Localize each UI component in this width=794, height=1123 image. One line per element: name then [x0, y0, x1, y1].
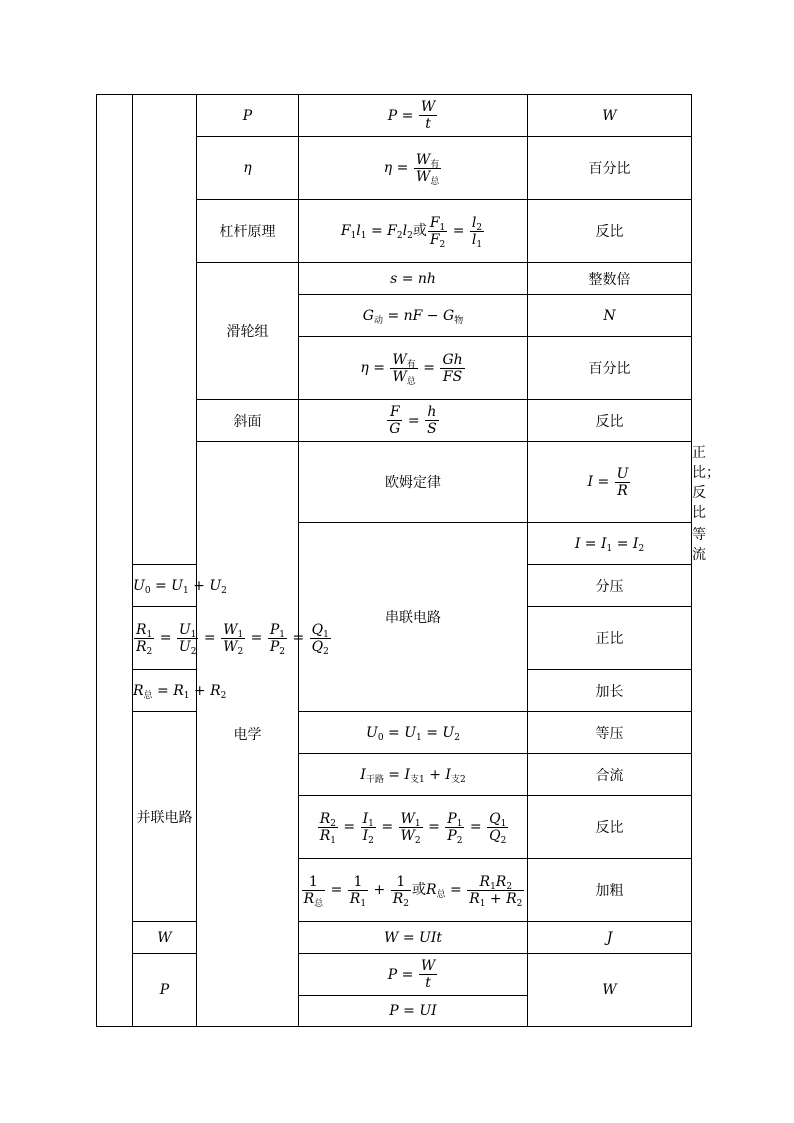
formula-cell: $G_动$ = nF − $G_物$ — [299, 295, 528, 337]
unit-cell: 百分比 — [528, 337, 692, 400]
unit-cell: 分压 — [528, 565, 692, 607]
quantity-cell: P — [197, 95, 299, 137]
quantity-cell: 斜面 — [197, 400, 299, 442]
unit-cell: 反比 — [528, 200, 692, 263]
formula-cell: s = nh — [299, 263, 528, 295]
quantity-cell: 滑轮组 — [197, 263, 299, 400]
quantity-cell: 并联电路 — [133, 712, 197, 922]
quantity-cell: P — [133, 954, 197, 1027]
unit-cell: 反比 — [528, 400, 692, 442]
unit-cell: 整数倍 — [528, 263, 692, 295]
formula-cell: $\frac{F}{G}$ = $\frac{h}{S}$ — [299, 400, 528, 442]
formula-cell: $\frac{1}{R_总}$ = $\frac{1}{R_1}$ + $\frac{1}{R_2}$ 或$R_总$ = $\frac{R_1R_2}{R_1 + R_2}$ — [299, 859, 528, 922]
formula-table: P P = $\frac{W}{t}$ W η η = $\frac{W_有}{W_总}$ 百分比 杠杆原理 $F_1l_1 = F_2l_2$或 $\frac{F_1}{F_2}$ = $\frac{l_2}{l_1}$ 反比 滑轮组 s = nh 整数倍 $G_动$ = nF − $G_物$ N η = $\frac{W_有}{W_总}$ = $\frac{Gh}{FS}$ 百分比 斜面 $\frac{F}{G}$ = $\frac{h}{S}$ 反比 电学 欧姆定律 I = $\frac{U}{R}$ 正比；反比 串联电路 $I = I_1 = I_2$ 等流 $U_0 = U_1 + U_2$ 分压 $\frac{R_1}{R_2}$ = $\frac{U_1}{U_2}$ = $\frac{W_1}{W_2}$ = $\frac{P_1}{P_2}$ = $\frac{Q_1}{Q_2}$ 正比 $R_总 = R_1 + R_2$ 加长 并联电路 $U_0 = U_1 = U_2$ 等压 $I_{干路} = I_{支1} + I_{支2}$ 合流 $\frac{R_2}{R_1}$ = $\frac{I_1}{I_2}$ = $\frac{W_1}{W_2}$ = $\frac{P_1}{P_2}$ = $\frac{Q_1}{Q_2}$ 反比 $\frac{1}{R_总}$ = $\frac{1}{R_1}$ + $\frac{1}{R_2}$ 或$R_总$ = $\frac{R_1R_2}{R_1 + R_2}$ 加粗 W W = UIt J P P = $\frac{W}{t}$ W P = UI — [96, 94, 692, 1027]
formula-cell: $U_0 = U_1 + U_2$ — [133, 565, 197, 607]
unit-cell: 百分比 — [528, 137, 692, 200]
unit-cell: N — [528, 295, 692, 337]
formula-cell: $I = I_1 = I_2$ — [528, 523, 692, 565]
category-cell-main — [97, 95, 133, 1027]
formula-cell: P = $\frac{W}{t}$ — [299, 95, 528, 137]
formula-cell: $\frac{R_2}{R_1}$ = $\frac{I_1}{I_2}$ = $\frac{W_1}{W_2}$ = $\frac{P_1}{P_2}$ = $\frac{Q_1}{Q_2}$ — [299, 796, 528, 859]
unit-cell: 加长 — [528, 670, 692, 712]
formula-cell: P = $\frac{W}{t}$ — [299, 954, 528, 996]
formula-cell: η = $\frac{W_有}{W_总}$ = $\frac{Gh}{FS}$ — [299, 337, 528, 400]
quantity-cell: W — [133, 922, 197, 954]
unit-cell: J — [528, 922, 692, 954]
unit-cell: 加粗 — [528, 859, 692, 922]
unit-cell: 正比 — [528, 607, 692, 670]
unit-cell: 等压 — [528, 712, 692, 754]
quantity-cell: η — [197, 137, 299, 200]
formula-cell: $U_0 = U_1 = U_2$ — [299, 712, 528, 754]
category-cell-electric: 电学 — [197, 442, 299, 1027]
formula-cell: W = UIt — [299, 922, 528, 954]
formula-cell: $\frac{R_1}{R_2}$ = $\frac{U_1}{U_2}$ = $\frac{W_1}{W_2}$ = $\frac{P_1}{P_2}$ = $\frac{Q_1}{Q_2}$ — [133, 607, 197, 670]
unit-cell: W — [528, 95, 692, 137]
formula-cell: $I_{干路} = I_{支1} + I_{支2}$ — [299, 754, 528, 796]
formula-cell: P = UI — [299, 996, 528, 1027]
quantity-cell: 欧姆定律 — [299, 442, 528, 523]
formula-cell: $R_总 = R_1 + R_2$ — [133, 670, 197, 712]
unit-cell: 合流 — [528, 754, 692, 796]
quantity-cell: 杠杆原理 — [197, 200, 299, 263]
formula-cell: η = $\frac{W_有}{W_总}$ — [299, 137, 528, 200]
formula-cell: I = $\frac{U}{R}$ — [528, 442, 692, 523]
category-cell-mechanics — [133, 95, 197, 565]
unit-cell: 反比 — [528, 796, 692, 859]
unit-cell: W — [528, 954, 692, 1027]
quantity-cell: 串联电路 — [299, 523, 528, 712]
formula-cell: $F_1l_1 = F_2l_2$或 $\frac{F_1}{F_2}$ = $\frac{l_2}{l_1}$ — [299, 200, 528, 263]
